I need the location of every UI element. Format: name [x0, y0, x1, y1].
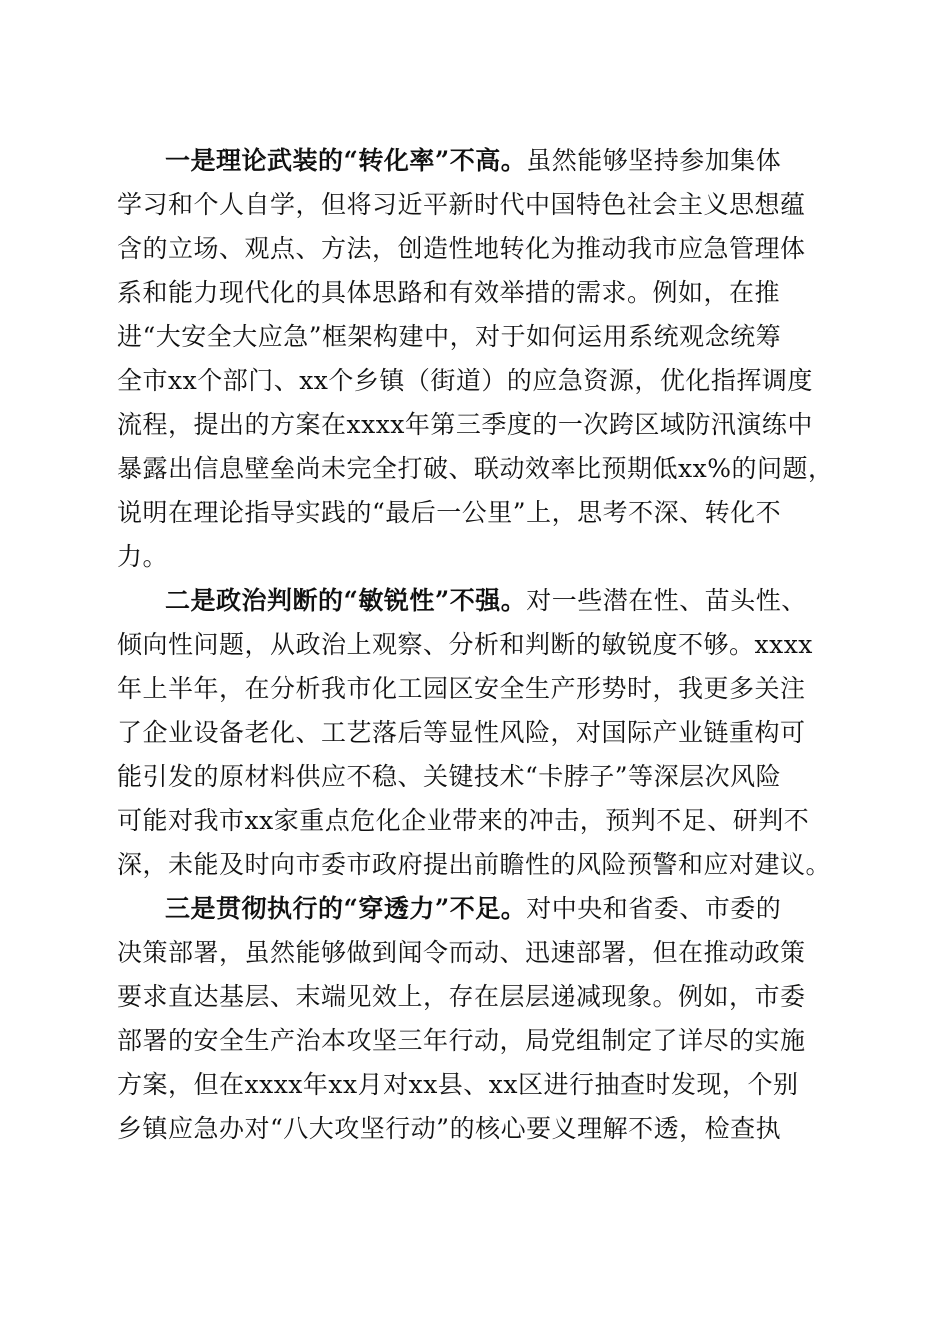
paragraph-2-text: 对一些潜在性、苗头性、	[526, 586, 807, 615]
paragraph-2-line-3: 年上半年，在分析我市化工园区安全生产形势时，我更多关注	[117, 674, 806, 703]
paragraph-1-line-8: 暴露出信息壁垒尚未完全打破、联动效率比预期低xx%的问题，	[117, 454, 834, 483]
paragraph-2-line-6: 可能对我市xx家重点危化企业带来的冲击，预判不足、研判不	[117, 806, 810, 835]
paragraph-3-line-2: 决策部署，虽然能够做到闻令而动、迅速部署，但在推动政策	[117, 938, 806, 967]
paragraph-1-line-4: 系和能力现代化的具体思路和有效举措的需求。例如，在推	[117, 278, 781, 307]
paragraph-3-heading: 三是贯彻执行的“穿透力”不足。	[165, 894, 527, 923]
paragraph-1-line-1	[165, 141, 781, 181]
paragraph-2-line-4: 了企业设备老化、工艺落后等显性风险，对国际产业链重构可	[117, 718, 806, 747]
paragraph-1-text: 虽然能够坚持参加集体	[526, 146, 782, 175]
paragraph-1-line-10: 力。	[117, 542, 169, 571]
paragraph-1-line-2: 学习和个人自学，但将习近平新时代中国特色社会主义思想蕴	[117, 190, 806, 219]
paragraph-3-line-4: 部署的安全生产治本攻坚三年行动，局党组制定了详尽的实施	[117, 1026, 806, 1055]
paragraph-3-text: 对中央和省委、市委的	[526, 894, 782, 923]
paragraph-1-line-5: 进“大安全大应急”框架构建中，对于如何运用系统观念统筹	[117, 322, 782, 351]
paragraph-2-line-1	[165, 581, 807, 621]
paragraph-3-line-5: 方案，但在xxxx年xx月对xx县、xx区进行抽查时发现，个别	[117, 1070, 799, 1099]
paragraph-1-heading: 一是理论武装的“转化率”不高。	[165, 146, 527, 175]
paragraph-2-heading: 二是政治判断的“敏锐性”不强。	[165, 586, 527, 615]
paragraph-1-line-9: 说明在理论指导实践的“最后一公里”上，思考不深、转化不	[117, 498, 782, 527]
paragraph-2-line-2: 倾向性问题，从政治上观察、分析和判断的敏锐度不够。xxxx	[117, 630, 813, 659]
paragraph-1-line-7: 流程，提出的方案在xxxx年第三季度的一次跨区域防汛演练中	[117, 410, 813, 439]
paragraph-3-line-3: 要求直达基层、末端见效上，存在层层递减现象。例如，市委	[117, 982, 806, 1011]
paragraph-2-line-7: 深，未能及时向市委市政府提出前瞻性的风险预警和应对建议。	[117, 850, 832, 879]
paragraph-3-line-6: 乡镇应急办对“八大攻坚行动”的核心要义理解不透，检查执	[117, 1114, 782, 1143]
paragraph-2-line-5: 能引发的原材料供应不稳、关键技术“卡脖子”等深层次风险	[117, 762, 782, 791]
paragraph-3-line-1	[165, 889, 781, 929]
paragraph-1-line-3: 含的立场、观点、方法，创造性地转化为推动我市应急管理体	[117, 234, 806, 263]
paragraph-1-line-6: 全市xx个部门、xx个乡镇（街道）的应急资源，优化指挥调度	[117, 366, 813, 395]
